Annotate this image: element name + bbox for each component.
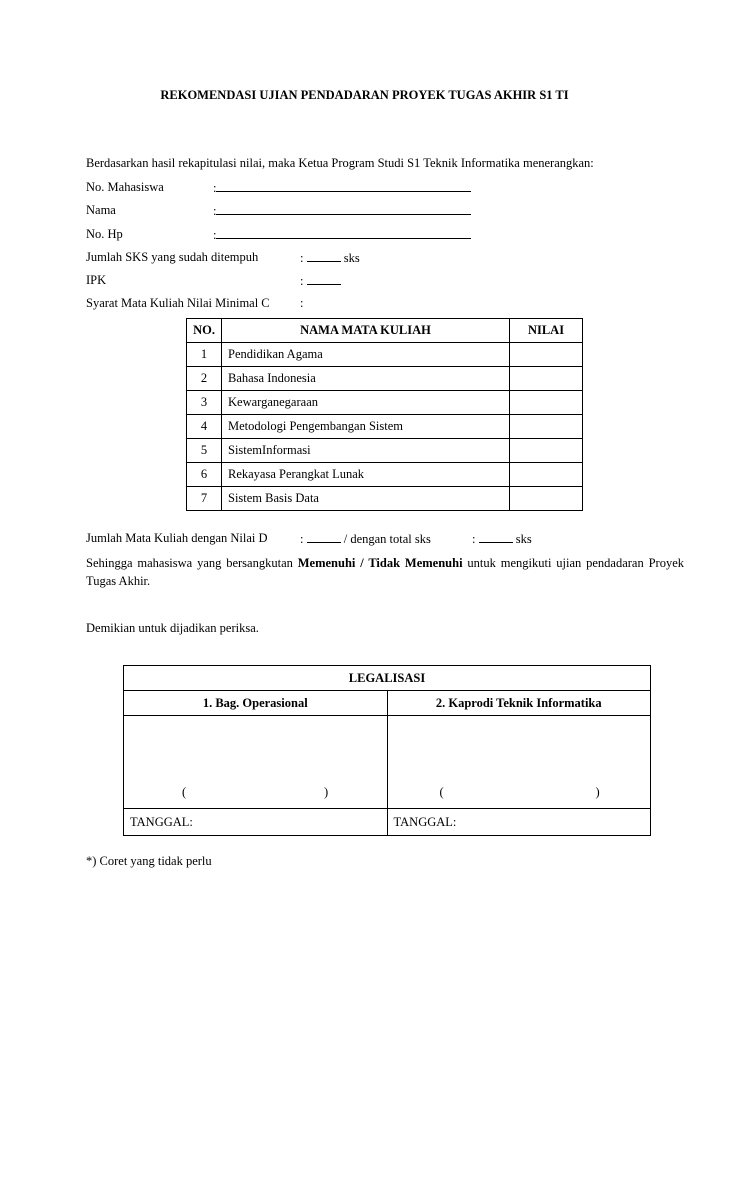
- course-no: 5: [187, 439, 222, 463]
- nilai-d-total-label: / dengan total sks: [343, 532, 431, 546]
- total-sks-field[interactable]: : sks: [472, 532, 532, 546]
- total-sks-blank[interactable]: [479, 531, 513, 543]
- phone-blank[interactable]: [216, 227, 471, 239]
- conclusion-choice: Memenuhi / Tidak Memenuhi: [297, 556, 463, 570]
- course-grade-cell[interactable]: [510, 463, 583, 487]
- header-course-name: NAMA MATA KULIAH: [222, 319, 510, 343]
- table-row: [187, 487, 583, 511]
- legalisasi-col-operasional: 1. Bag. Operasional: [124, 691, 388, 716]
- close-paren: ): [324, 785, 329, 799]
- header-grade: NILAI: [510, 319, 583, 343]
- nim-row: [86, 180, 164, 195]
- course-grade-cell[interactable]: [510, 343, 583, 367]
- course-name: Sistem Basis Data: [222, 487, 510, 511]
- course-grade-cell[interactable]: [510, 415, 583, 439]
- courses-header-row: [187, 319, 583, 343]
- table-row: [187, 463, 583, 487]
- closing-text: Demikian untuk dijadikan periksa.: [86, 621, 259, 635]
- phone-field[interactable]: :: [213, 227, 471, 243]
- course-no: 6: [187, 463, 222, 487]
- course-grade-cell[interactable]: [510, 367, 583, 391]
- course-name: Bahasa Indonesia: [222, 367, 510, 391]
- table-row: [187, 367, 583, 391]
- ipk-label: IPK: [86, 273, 107, 287]
- course-name: Pendidikan Agama: [222, 343, 510, 367]
- course-name: Kewarganegaraan: [222, 391, 510, 415]
- legalisasi-table: [123, 665, 651, 836]
- name-field[interactable]: :: [213, 203, 471, 219]
- table-row: [187, 415, 583, 439]
- sks-field[interactable]: : sks: [300, 251, 360, 265]
- table-row: [187, 439, 583, 463]
- sks-unit: sks: [343, 251, 360, 265]
- date-operasional[interactable]: TANGGAL:: [124, 809, 388, 836]
- nim-field[interactable]: :: [213, 180, 471, 196]
- close-paren: ): [595, 785, 600, 799]
- course-name: Rekayasa Perangkat Lunak: [222, 463, 510, 487]
- nilai-d-blank[interactable]: [307, 531, 341, 543]
- sks-label: Jumlah SKS yang sudah ditempuh: [86, 250, 259, 264]
- intro-text: Berdasarkan hasil rekapitulasi nilai, maka Ketua Program Studi S1 Teknik Informatika menerangkan:: [86, 156, 594, 170]
- footnote: *) Coret yang tidak perlu: [86, 854, 212, 868]
- name-blank[interactable]: [216, 203, 471, 215]
- total-sks-unit: sks: [515, 532, 532, 546]
- course-grade-cell[interactable]: [510, 391, 583, 415]
- signature-box-operasional[interactable]: [124, 716, 388, 809]
- course-no: 2: [187, 367, 222, 391]
- course-no: 7: [187, 487, 222, 511]
- legalisasi-col-kaprodi: 2. Kaprodi Teknik Informatika: [387, 691, 651, 716]
- open-paren: (: [182, 785, 187, 799]
- nilai-d-label: Jumlah Mata Kuliah dengan Nilai D: [86, 531, 268, 545]
- nim-blank[interactable]: [216, 180, 471, 192]
- course-grade-cell[interactable]: [510, 487, 583, 511]
- signature-box-kaprodi[interactable]: [387, 716, 651, 809]
- document-title: REKOMENDASI UJIAN PENDADARAN PROYEK TUGAS AKHIR S1 TI: [160, 88, 569, 102]
- date-kaprodi[interactable]: TANGGAL:: [387, 809, 651, 836]
- syarat-label: Syarat Mata Kuliah Nilai Minimal C: [86, 296, 270, 310]
- name-label: Nama: [86, 203, 116, 217]
- open-paren: (: [439, 785, 444, 799]
- course-no: 3: [187, 391, 222, 415]
- nim-label: No. Mahasiswa: [86, 180, 164, 194]
- legalisasi-title: LEGALISASI: [124, 666, 651, 691]
- syarat-colon: :: [300, 296, 304, 310]
- ipk-blank[interactable]: [307, 273, 341, 285]
- course-no: 4: [187, 415, 222, 439]
- table-row: [187, 391, 583, 415]
- course-no: 1: [187, 343, 222, 367]
- nilai-d-field[interactable]: : / dengan total sks: [300, 532, 431, 546]
- courses-table: [186, 318, 583, 511]
- course-name: SistemInformasi: [222, 439, 510, 463]
- phone-label: No. Hp: [86, 227, 123, 241]
- course-name: Metodologi Pengembangan Sistem: [222, 415, 510, 439]
- conclusion-paragraph: Sehingga mahasiswa yang bersangkutan Memenuhi / Tidak Memenuhi untuk mengikuti ujian pendadaran Proyek Tugas Akhir.: [86, 556, 685, 588]
- ipk-field[interactable]: :: [300, 273, 341, 289]
- header-no: NO.: [187, 319, 222, 343]
- table-row: [187, 343, 583, 367]
- sks-blank[interactable]: [307, 250, 341, 262]
- course-grade-cell[interactable]: [510, 439, 583, 463]
